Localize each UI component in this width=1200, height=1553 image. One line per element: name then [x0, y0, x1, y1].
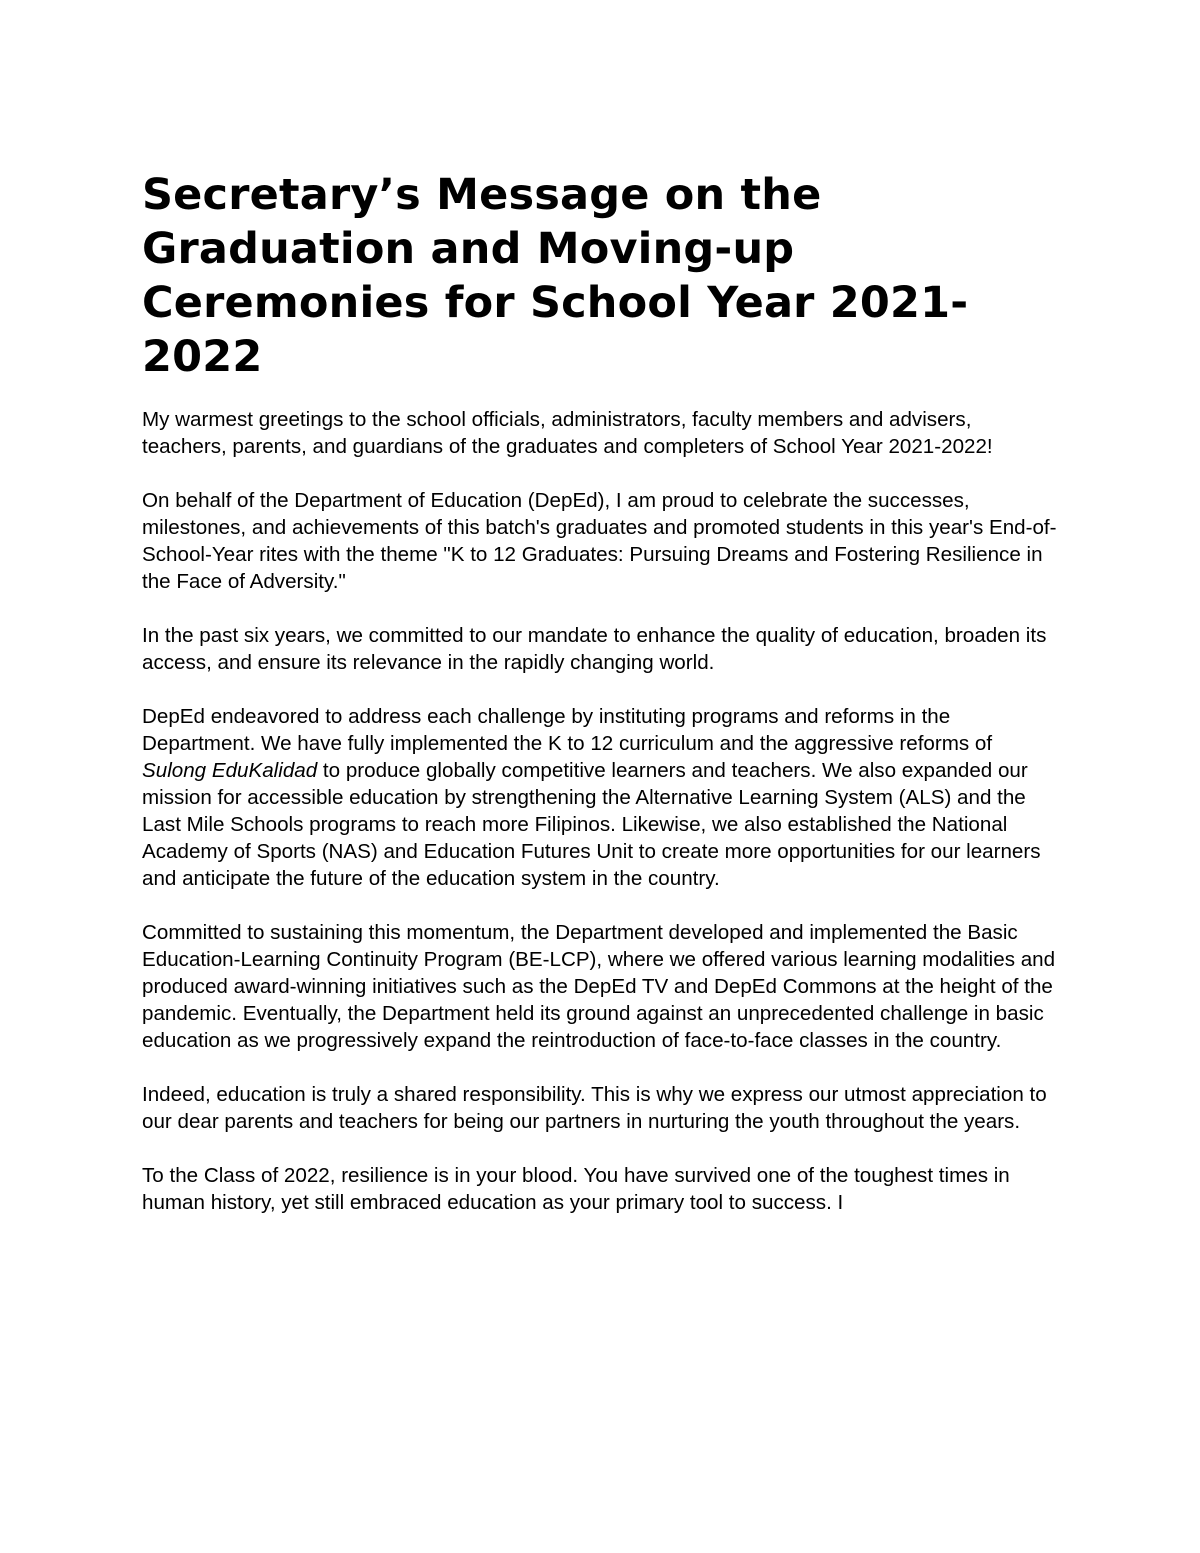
paragraph-greetings: My warmest greetings to the school officials, administrators, faculty members and advisers, teachers, parents, and guardians of the graduates and completers of School Year 2021-2022! [142, 408, 993, 458]
page-title: Secretary’s Message on the Graduation and Moving-up Ceremonies for School Year 2021-2022 [142, 170, 969, 382]
document-body [142, 168, 1057, 1243]
program-name-italic: Sulong EduKalidad [142, 759, 318, 782]
paragraph-shared-responsibility: Indeed, education is truly a shared responsibility. This is why we express our utmost appreciation to our dear parents and teachers for being our partners in nurturing the youth throughout the years. [142, 1083, 1047, 1133]
paragraph-class-of-2022: To the Class of 2022, resilience is in your blood. You have survived one of the toughest times in human history, yet still embraced education as your primary tool to success. I [142, 1164, 1010, 1214]
reforms-text-start: DepEd endeavored to address each challenge by instituting programs and reforms in the Department. We have fully implemented the K to 12 curriculum and the aggressive reforms of [142, 705, 993, 755]
paragraph-mandate: In the past six years, we committed to our mandate to enhance the quality of education, broaden its access, and ensure its relevance in the rapidly changing world. [142, 624, 1047, 674]
paragraph-reforms [142, 703, 1057, 892]
reforms-text-end: to produce globally competitive learners and teachers. We also expanded our mission for accessible education by strengthening the Alternative Learning System (ALS) and the Last Mile Schools programs to reach more Filipinos. Likewise, we also established the National Academy of Sports (NAS) and Education Futures Unit to create more opportunities for our learners and anticipate the future of the education system in the country. [142, 759, 1041, 890]
paragraph-celebration: On behalf of the Department of Education (DepEd), I am proud to celebrate the successes, milestones, and achievements of this batch's graduates and promoted students in this year's End-of-School-Year rites with the theme "K to 12 Graduates: Pursuing Dreams and Fostering Resilience in the Face of Adversity." [142, 489, 1057, 593]
paragraph-continuity: Committed to sustaining this momentum, the Department developed and implemented the Basic Education-Learning Continuity Program (BE-LCP), where we offered various learning modalities and produced award-winning initiatives such as the DepEd TV and DepEd Commons at the height of the pandemic. Eventually, the Department held its ground against an unprecedented challenge in basic education as we progressively expand the reintroduction of face-to-face classes in the country. [142, 921, 1056, 1052]
